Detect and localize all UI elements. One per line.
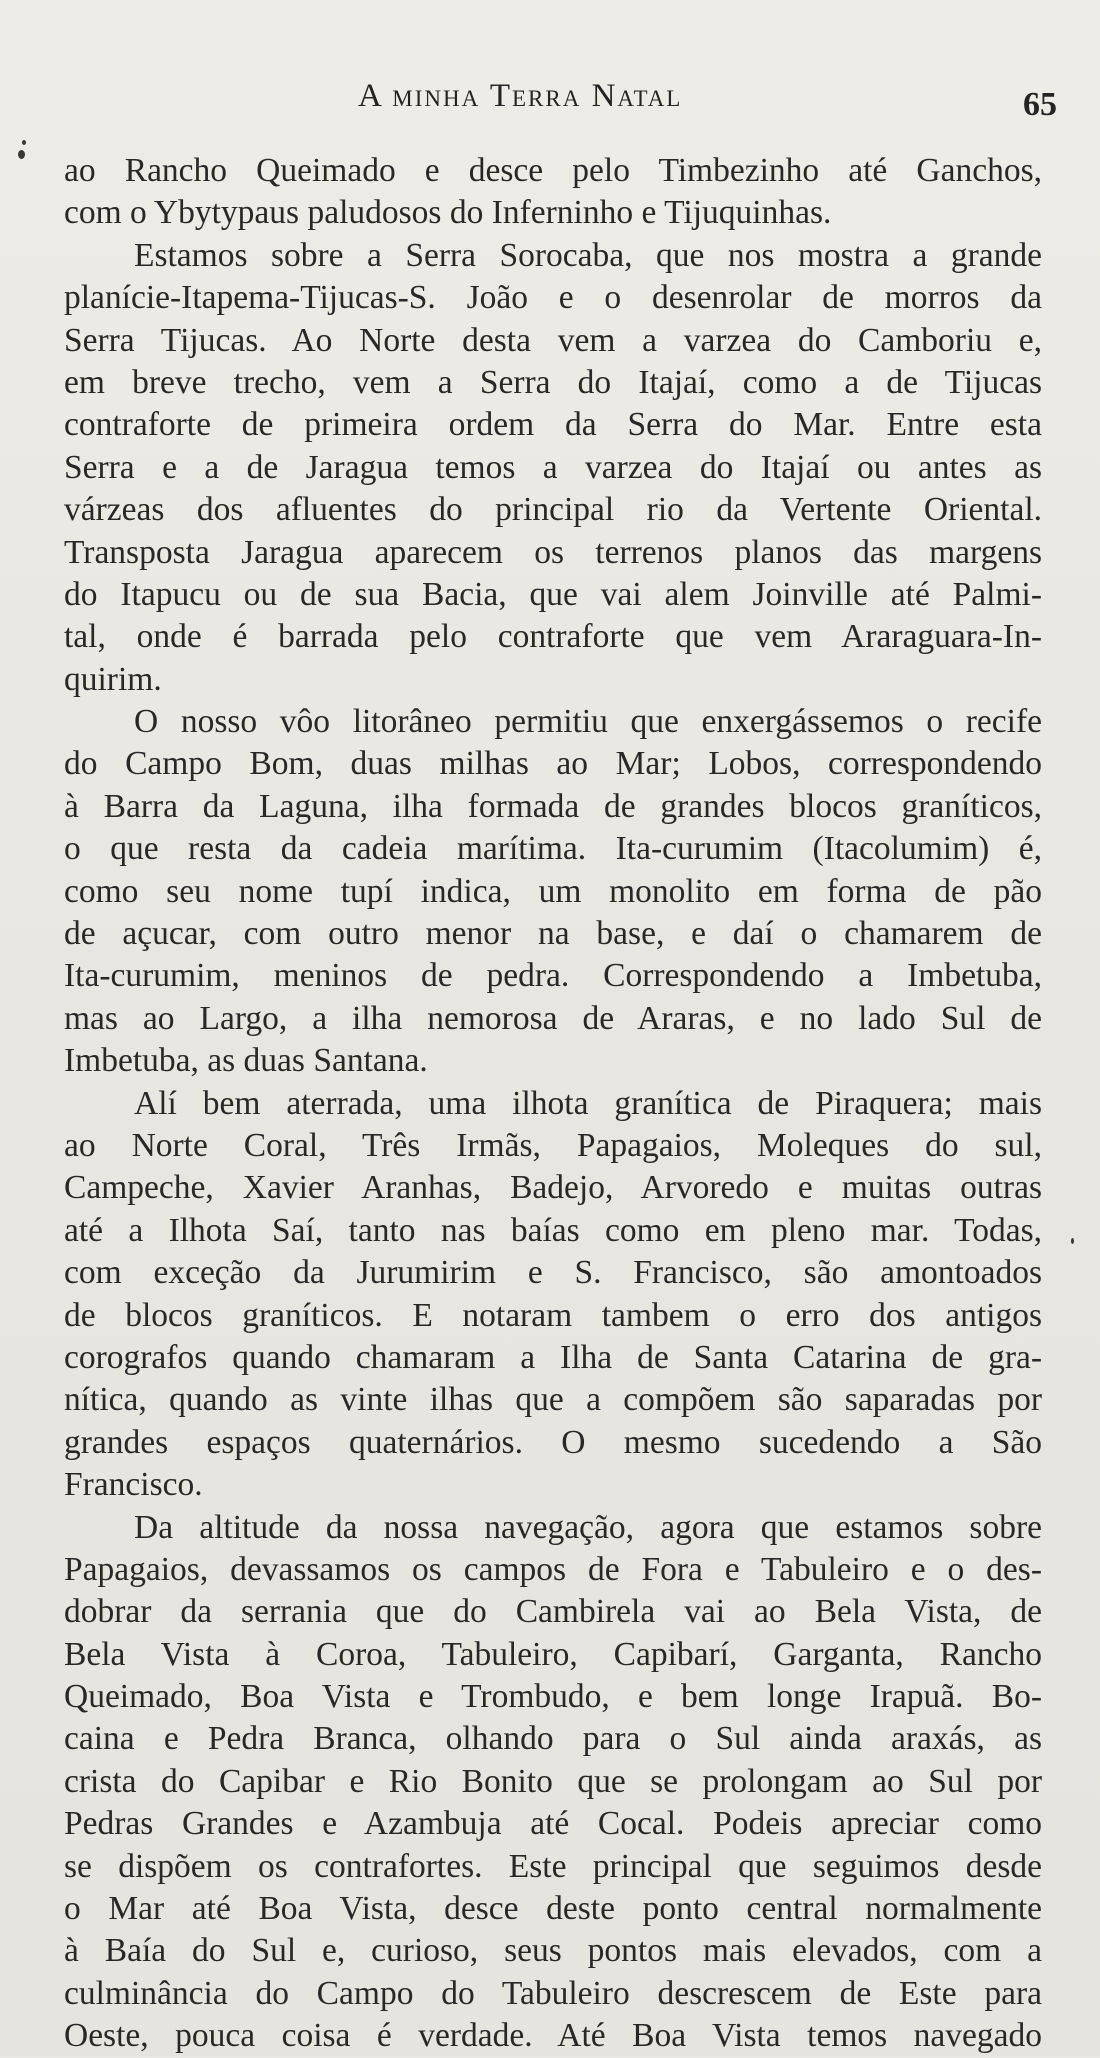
- text-line: à Barra da Laguna, ilha formada de grandes blocos graníticos,: [64, 787, 1042, 825]
- text-line: Transposta Jaragua aparecem os terrenos planos das margens: [64, 533, 1042, 571]
- text-line: Estamos sobre a Serra Sorocaba, que nos mostra a grande: [134, 236, 1042, 274]
- text-line: Imbetuba, as duas Santana.: [64, 1042, 428, 1080]
- text-line: dobrar da serrania que do Cambirela vai ao Bela Vista, de: [64, 1593, 1042, 1631]
- text-line: como seu nome tupí indica, um monolito em forma de pão: [64, 872, 1042, 910]
- text-line: com exceção da Jurumirim e S. Francisco, são amontoados: [64, 1254, 1042, 1292]
- text-line: nítica, quando as vinte ilhas que a compõem são saparadas por: [64, 1381, 1042, 1419]
- text-line: se dispõem os contrafortes. Este principal que seguimos desde: [64, 1847, 1042, 1885]
- text-line: Ita-curumim, meninos de pedra. Correspondendo a Imbetuba,: [64, 957, 1042, 995]
- page-number: 65: [1023, 86, 1057, 123]
- text-line: o Mar até Boa Vista, desce deste ponto central normalmente: [64, 1890, 1042, 1928]
- text-line: até a Ilhota Saí, tanto nas baías como em pleno mar. Todas,: [64, 1211, 1042, 1249]
- text-line: caina e Pedra Branca, olhando para o Sul ainda araxás, as: [64, 1720, 1042, 1758]
- text-line: de açucar, com outro menor na base, e daí o chamarem de: [64, 915, 1042, 953]
- text-line: O nosso vôo litorâneo permitiu que enxergássemos o recife: [134, 703, 1042, 741]
- text-line: grandes espaços quaternários. O mesmo sucedendo a São: [64, 1423, 1042, 1461]
- text-line: culminância do Campo do Tabuleiro descrescem de Este para: [64, 1974, 1042, 2012]
- text-line: o que resta da cadeia marítima. Ita-curumim (Itacolumim) é,: [64, 830, 1042, 868]
- text-line: Alí bem aterrada, uma ilhota granítica de Piraquera; mais: [134, 1084, 1042, 1122]
- text-line: Oeste, pouca coisa é verdade. Até Boa Vista temos navegado: [64, 2017, 1042, 2055]
- text-line: Queimado, Boa Vista e Trombudo, e bem longe Irapuã. Bo-: [64, 1678, 1042, 1716]
- text-line: Serra e a de Jaragua temos a varzea do Itajaí ou antes as: [64, 448, 1042, 486]
- text-line: Bela Vista à Coroa, Tabuleiro, Capibarí, Garganta, Rancho: [64, 1635, 1042, 1673]
- body-text: [64, 150, 1042, 2058]
- text-line: Da altitude da nossa navegação, agora que estamos sobre: [134, 1508, 1042, 1546]
- text-line: quirim.: [64, 660, 162, 698]
- text-line: com o Ybytypaus paludosos do Inferninho e Tijuquinhas.: [64, 194, 832, 232]
- text-line: Serra Tijucas. Ao Norte desta vem a varzea do Camboriu e,: [64, 321, 1042, 359]
- text-line: planície-Itapema-Tijucas-S. João e o desenrolar de morros da: [64, 279, 1042, 317]
- text-line: mas ao Largo, a ilha nemorosa de Araras, e no lado Sul de: [64, 999, 1042, 1037]
- text-line: do Campo Bom, duas milhas ao Mar; Lobos, correspondendo: [64, 745, 1042, 783]
- text-line: ao Norte Coral, Três Irmãs, Papagaios, Moleques do sul,: [64, 1126, 1042, 1164]
- text-line: corografos quando chamaram a Ilha de Santa Catarina de gra-: [64, 1338, 1042, 1376]
- text-line: à Baía do Sul e, curioso, seus pontos mais elevados, com a: [64, 1932, 1042, 1970]
- text-line: de blocos graníticos. E notaram tambem o erro dos antigos: [64, 1296, 1042, 1334]
- text-line: Papagaios, devassamos os campos de Fora e Tabuleiro e o des-: [64, 1550, 1042, 1588]
- text-line: Francisco.: [64, 1466, 203, 1504]
- running-head: A minha Terra Natal: [358, 78, 683, 114]
- text-line: em breve trecho, vem a Serra do Itajaí, como a de Tijucas: [64, 363, 1042, 401]
- text-line: contraforte de primeira ordem da Serra do Mar. Entre esta: [64, 406, 1042, 444]
- text-line: ao Rancho Queimado e desce pelo Timbezinho até Ganchos,: [64, 152, 1042, 189]
- text-line: Campeche, Xavier Aranhas, Badejo, Arvoredo e muitas outras: [64, 1169, 1042, 1207]
- text-line: do Itapucu ou de sua Bacia, que vai alem Joinville até Palmi-: [64, 575, 1042, 613]
- text-line: crista do Capibar e Rio Bonito que se prolongam ao Sul por: [64, 1762, 1042, 1800]
- text-line: várzeas dos afluentes do principal rio da Vertente Oriental.: [64, 491, 1042, 529]
- text-line: tal, onde é barrada pelo contraforte que vem Araraguara-In-: [64, 618, 1042, 656]
- text-line: Pedras Grandes e Azambuja até Cocal. Podeis apreciar como: [64, 1805, 1042, 1843]
